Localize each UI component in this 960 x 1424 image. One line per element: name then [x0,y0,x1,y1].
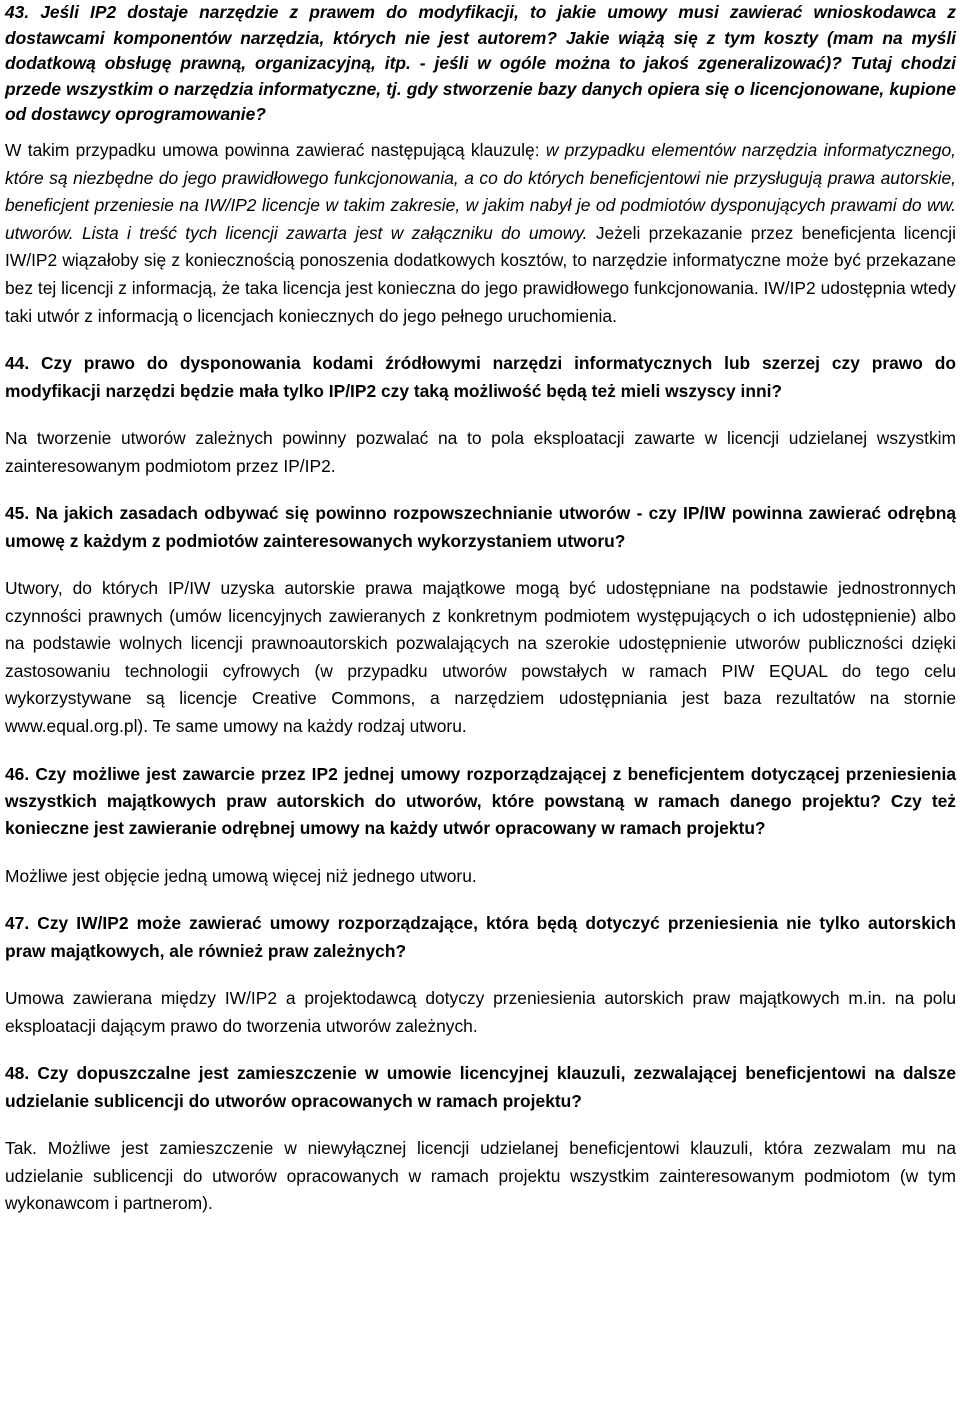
answer-43-rest: Jeżeli przekazanie przez beneficjenta licencji IW/IP2 wiązałoby się z koniecznością ponoszenia dodatkowych kosztów, to narzędzie informatyczne może być przekazane bez tej licencji z informacją, że taka licencja jest konieczna do jego prawidłowego funkcjonowania. IW/IP2 udostępnia wtedy taki utwór z informacją o licencjach koniecznych do jego pełnego uruchomienia. [5,222,956,326]
answer-48: Tak. Możliwe jest zamieszczenie w niewyłącznej licencji udzielanej beneficjentowi klauzuli, która zezwalam mu na udzielanie sublicencji do utworów opracowanych w ramach projektu wszystkim zainteresowanym podmiotom (w tym wykonawcom i partnerom). [5,1138,956,1214]
question-46: 46. Czy możliwe jest zawarcie przez IP2 jednej umowy rozporządzającej z beneficjentem dotyczącej przeniesienia wszystkich majątkowych praw autorskich do utworów, które powstaną w ramach danego projektu? Czy też konieczne jest zawieranie odrębnej umowy na każdy utwór opracowany w ramach projektu? [5,763,956,839]
question-45: 45. Na jakich zasadach odbywać się powinno rozpowszechnianie utworów - czy IP/IW powinna zawierać odrębną umowę z każdym z podmiotów zainteresowanych wykorzystaniem utworu? [5,503,956,551]
question-48: 48. Czy dopuszczalne jest zamieszczenie w umowie licencyjnej klauzuli, zezwalającej beneficjentowi na dalsze udzielanie sublicencji do utworów opracowanych w ramach projektu? [5,1063,956,1111]
answer-44: Na tworzenie utworów zależnych powinny pozwalać na to pola eksploatacji zawarte w licencji udzielanej wszystkim zainteresowanym podmiotom przez IP/IP2. [5,427,956,476]
question-47: 47. Czy IW/IP2 może zawierać umowy rozporządzające, która będą dotyczyć przeniesienia nie tylko autorskich praw majątkowych, ale również praw zależnych? [5,913,956,961]
answer-46: Możliwe jest objęcie jedną umową więcej niż jednego utworu. [5,865,477,886]
answer-43-intro: W takim przypadku umowa powinna zawierać następującą klauzulę: [5,139,546,160]
answer-45: Utwory, do których IP/IW uzyska autorskie prawa majątkowe mogą być udostępniane na podstawie jednostronnych czynności prawnych (umów licencyjnych zawieranych z konkretnym podmiotem występujących o ich udostępnienie) albo na podstawie wolnych licencji prawnoautorskich pozwalających na szerokie udostępnienie utworów publiczności dzięki zastosowaniu technologii cyfrowych (w przypadku utworów powstałych w ramach PIW EQUAL do tego celu wykorzystywane są licencje Creative Commons, a narzędziem udostępniania jest baza rezultatów na stornie www.equal.org.pl). Te same umowy na każdy rodzaj utworu. [5,577,956,736]
document-page [5,0,956,1218]
answer-43-clause: w przypadku elementów narzędzia informatycznego, które są niezbędne do jego prawidłowego funkcjonowania, a co do których beneficjentowi nie przysługują prawa autorskie, beneficjent przeniesie na IW/IP2 licencje w takim zakresie, w jakim nabył je od podmiotów dysponujących prawami do ww. utworów. Lista i treść tych licencji zawarta jest w załączniku do umowy. [5,139,956,243]
question-43: 43. Jeśli IP2 dostaje narzędzie z prawem do modyfikacji, to jakie umowy musi zawierać wnioskodawca z dostawcami komponentów narzędzia, których nie jest autorem? Jakie wiążą się z tym koszty (mam na myśli dodatkową obsługę prawną, organizacyjną, itp. - jeśli w ogóle można to jakoś zgeneralizować)? Tutaj chodzi przede wszystkim o narzędzia informatyczne, tj. gdy stworzenie bazy danych opiera się o licencjonowane, kupione od dostawcy oprogramowanie? [5,2,956,125]
question-44: 44. Czy prawo do dysponowania kodami źródłowymi narzędzi informatycznych lub szerzej czy prawo do modyfikacji narzędzi będzie mała tylko IP/IP2 czy taką możliwość będą też mieli wszyscy inni? [5,353,956,401]
answer-43 [5,137,956,330]
answer-47: Umowa zawierana między IW/IP2 a projektodawcą dotyczy przeniesienia autorskich praw majątkowych m.in. na polu eksploatacji dającym prawo do tworzenia utworów zależnych. [5,988,956,1036]
